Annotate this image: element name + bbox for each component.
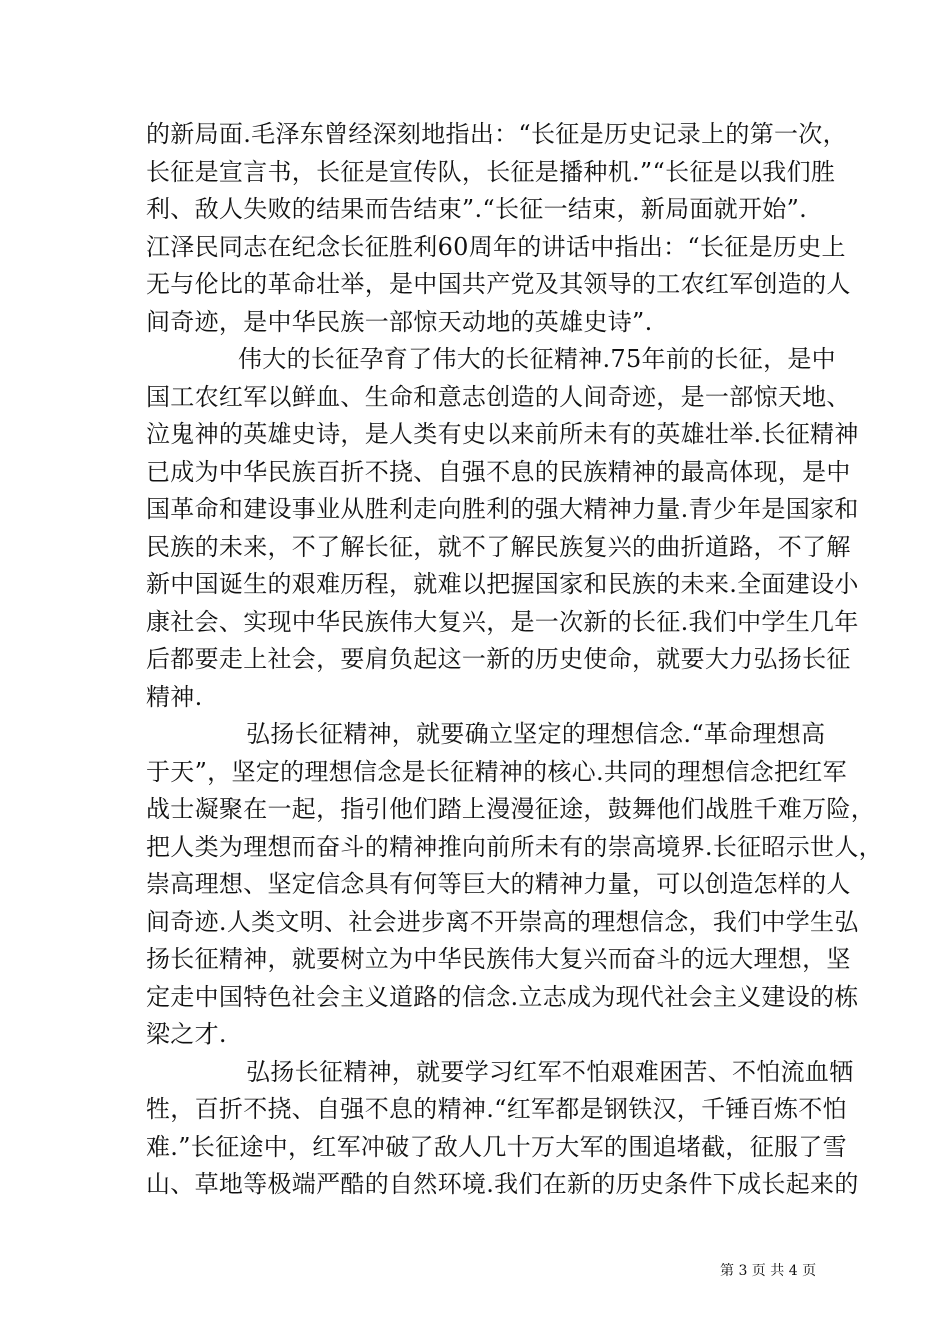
text-line: 江泽民同志在纪念长征胜利60周年的讲话中指出：“长征是历史上 xyxy=(146,232,846,261)
text-line: 弘扬长征精神，就要确立坚定的理想信念.“革命理想高 xyxy=(246,720,826,748)
text-line: 间奇迹，是中华民族一部惊天动地的英雄史诗”. xyxy=(146,307,653,336)
text-line: 已成为中华民族百折不挠、自强不息的民族精神的最高体现，是中 xyxy=(146,457,851,486)
paragraph-2 xyxy=(146,341,859,716)
text-line: 扬长征精神，就要树立为中华民族伟大复兴而奋斗的远大理想，坚 xyxy=(146,945,851,973)
paragraph-1 xyxy=(146,116,851,341)
text-line: 山、草地等极端严酷的自然环境.我们在新的历史条件下成长起来的 xyxy=(146,1170,859,1198)
text-line: 牲，百折不挠、自强不息的精神.“红军都是钢铁汉，千锤百炼不怕 xyxy=(146,1095,847,1123)
text-line: 民族的未来，不了解长征，就不了解民族复兴的曲折道路，不了解 xyxy=(146,532,851,561)
text-line: 于天”，坚定的理想信念是长征精神的核心.共同的理想信念把红军 xyxy=(146,757,847,786)
paragraph-4 xyxy=(146,1054,859,1204)
text-line: 泣鬼神的英雄史诗，是人类有史以来前所未有的英雄壮举.长征精神 xyxy=(146,420,859,448)
text-line: 康社会、实现中华民族伟大复兴，是一次新的长征.我们中学生几年 xyxy=(146,607,859,636)
text-line: 定走中国特色社会主义道路的信念.立志成为现代社会主义建设的栋 xyxy=(146,982,859,1011)
text-line: 国革命和建设事业从胜利走向胜利的强大精神力量.青少年是国家和 xyxy=(146,495,859,523)
text-line: 间奇迹.人类文明、社会进步离不开崇高的理想信念，我们中学生弘 xyxy=(146,907,859,936)
text-line: 利、敌人失败的结果而告结束”.“长征一结束，新局面就开始”. xyxy=(146,195,808,223)
paragraph-3 xyxy=(146,716,883,1054)
text-line: 难.”长征途中，红军冲破了敌人几十万大军的围追堵截，征服了雪 xyxy=(146,1132,847,1161)
text-line: 把人类为理想而奋斗的精神推向前所未有的崇高境界.长征昭示世人， xyxy=(146,832,883,861)
text-line: 国工农红军以鲜血、生命和意志创造的人间奇迹，是一部惊天地、 xyxy=(146,382,851,411)
text-line: 弘扬长征精神，就要学习红军不怕艰难困苦、不怕流血牺 xyxy=(246,1057,854,1086)
text-line: 伟大的长征孕育了伟大的长征精神.75年前的长征，是中 xyxy=(238,345,836,373)
text-line: 精神. xyxy=(146,682,203,711)
text-line: 战士凝聚在一起，指引他们踏上漫漫征途，鼓舞他们战胜千难万险， xyxy=(146,795,875,823)
text-line: 新中国诞生的艰难历程，就难以把握国家和民族的未来.全面建设小 xyxy=(146,570,859,598)
text-line: 崇高理想、坚定信念具有何等巨大的精神力量，可以创造怎样的人 xyxy=(146,870,851,898)
document-body xyxy=(146,116,883,1204)
text-line: 无与伦比的革命壮举，是中国共产党及其领导的工农红军创造的人 xyxy=(146,270,851,298)
text-line: 梁之才. xyxy=(146,1020,227,1048)
page-number-footer: 第 3 页 共 4 页 xyxy=(720,1263,817,1279)
text-line: 的新局面.毛泽东曾经深刻地指出：“长征是历史记录上的第一次， xyxy=(146,120,847,148)
text-line: 后都要走上社会，要肩负起这一新的历史使命，就要大力弘扬长征 xyxy=(146,645,851,673)
text-line: 长征是宣言书，长征是宣传队，长征是播种机.”“长征是以我们胜 xyxy=(146,157,836,186)
